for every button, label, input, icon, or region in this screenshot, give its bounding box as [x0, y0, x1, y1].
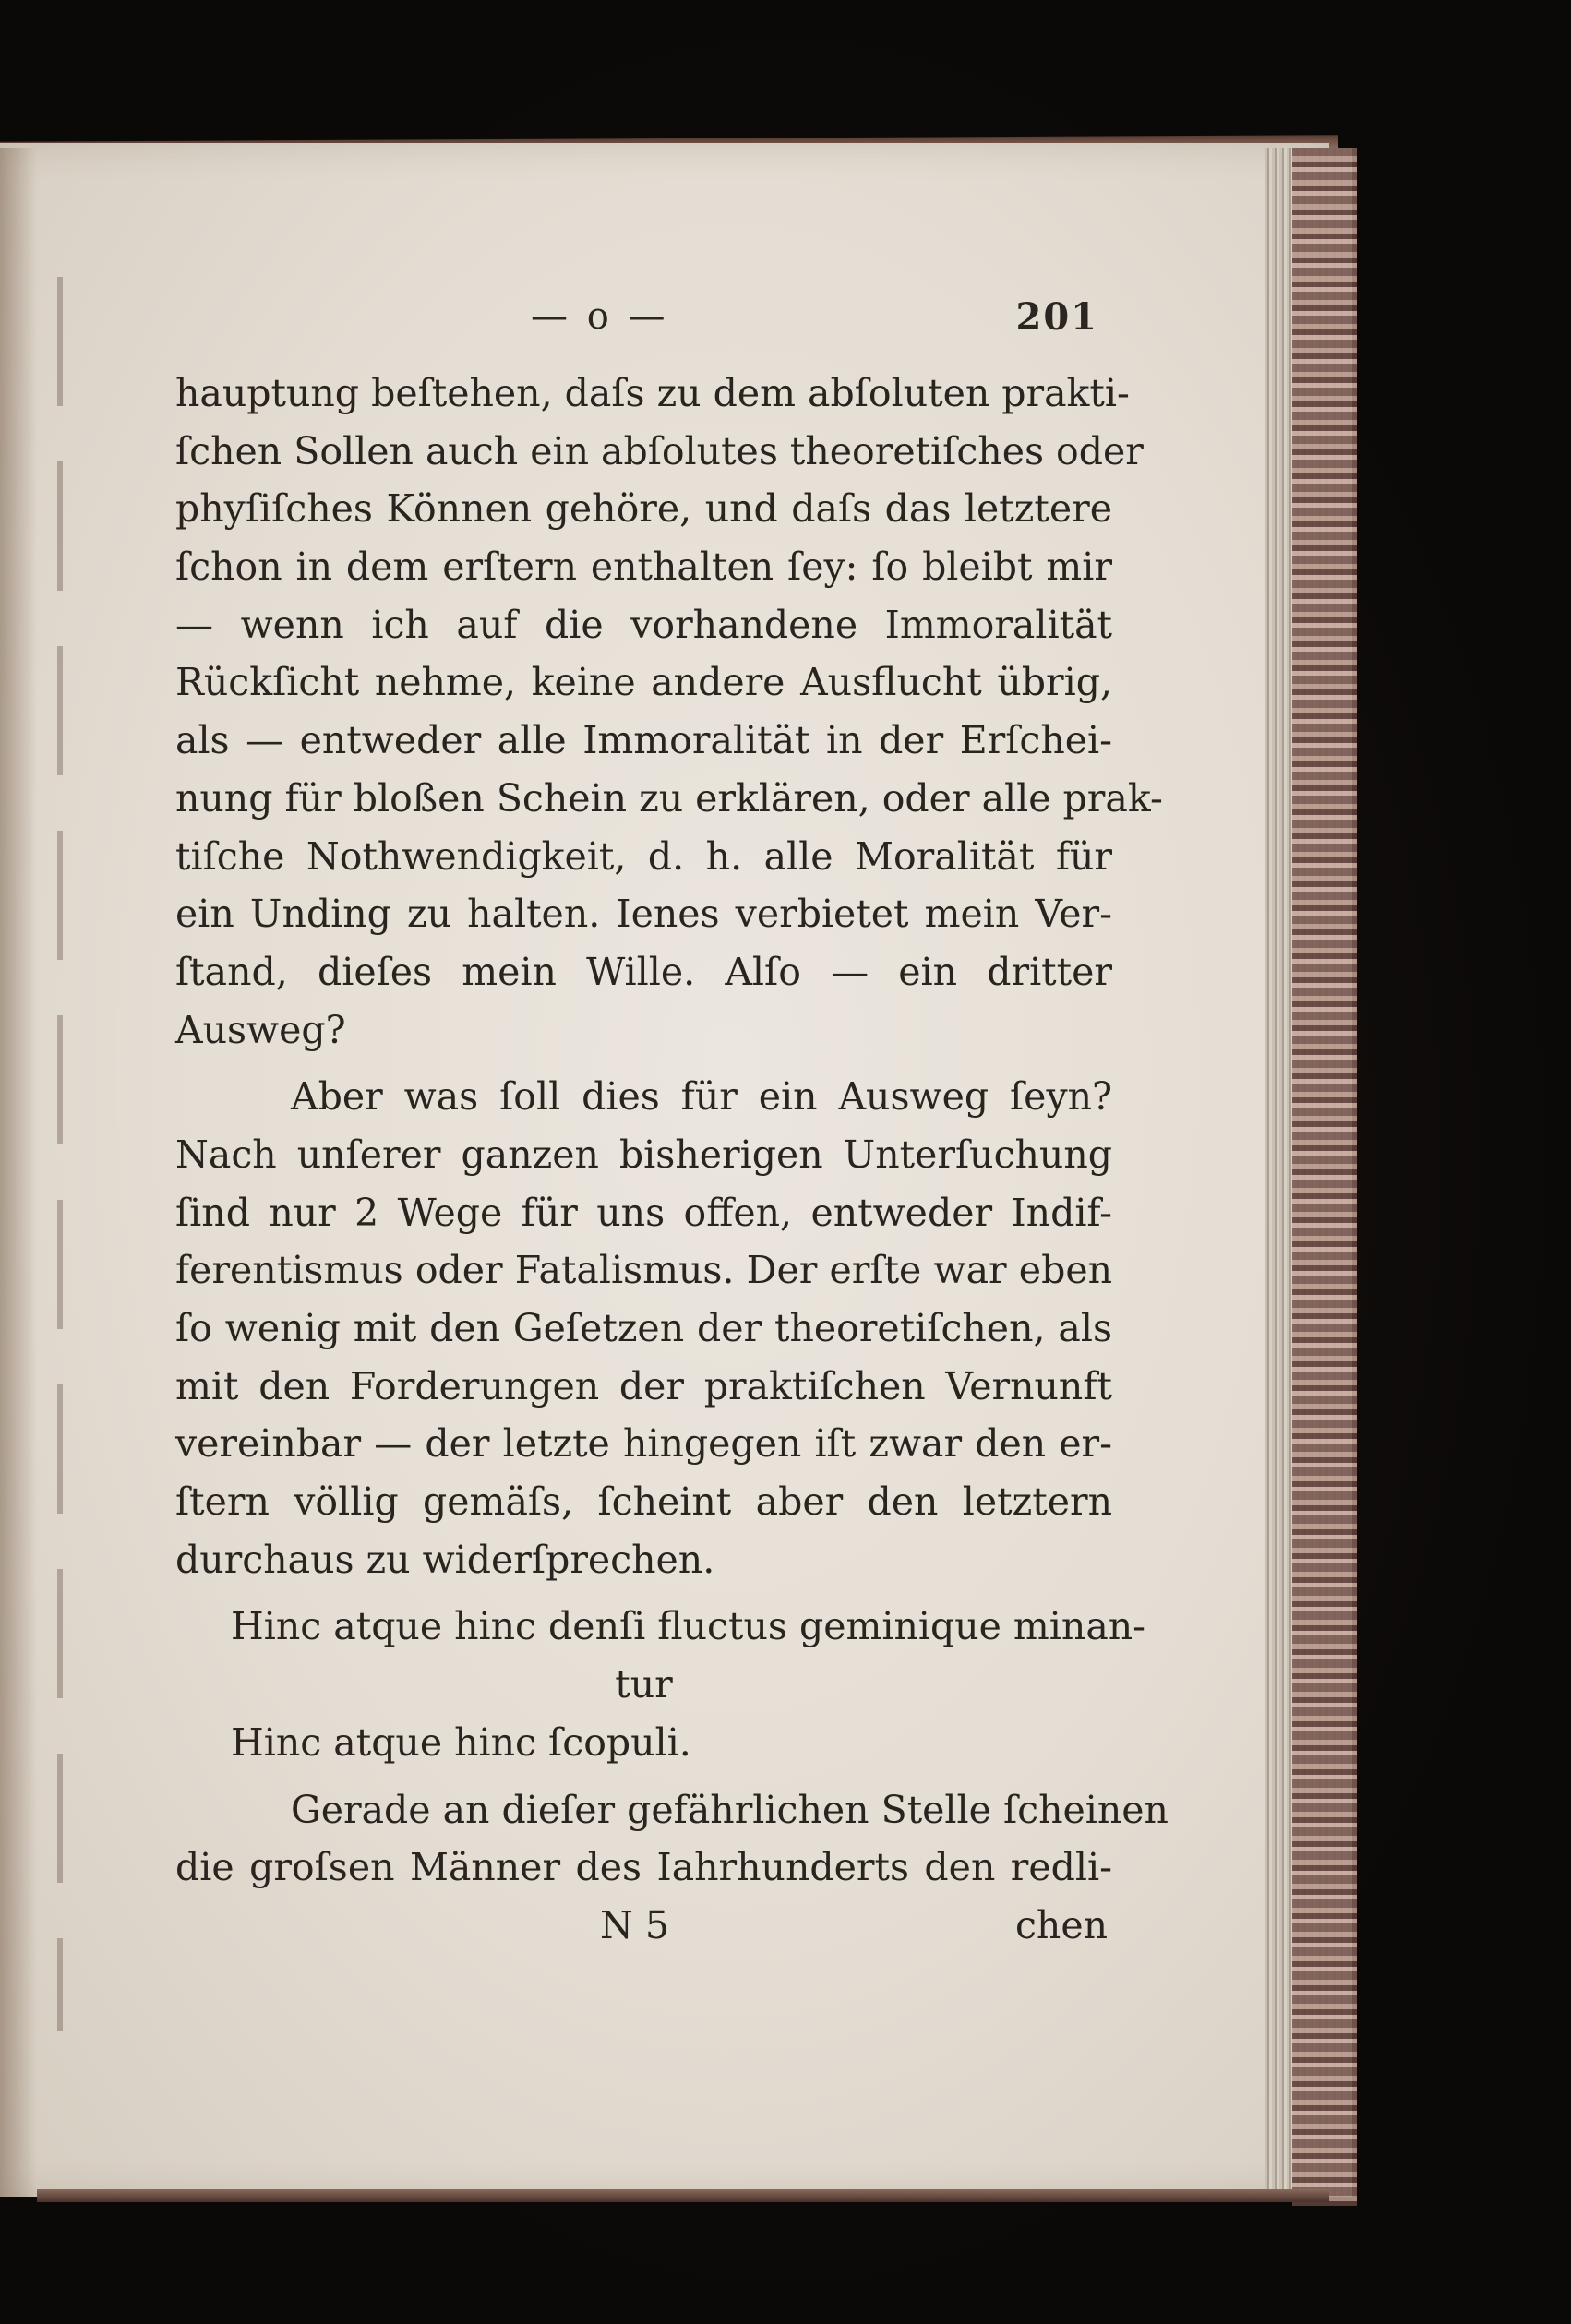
text-line: hauptung beſtehen, daſs zu dem abſoluten prakti- [175, 371, 1130, 415]
text-line: tiſche Nothwendigkeit, d. h. alle Moralität für [175, 833, 1112, 879]
text-line: — wenn ich auf die vorhandene Immoralität [175, 602, 1112, 647]
signature-mark: N 5 [600, 1902, 669, 1947]
book-cover-edge [1292, 148, 1357, 2206]
text-line: ſchon in dem erſtern enthalten ſey: ſo bleibt mir [175, 545, 1112, 590]
text-line: nung für bloßen Schein zu erklären, oder alle prak- [175, 775, 1163, 821]
text-line: phyſiſches Können gehöre, und daſs das letztere [175, 486, 1112, 532]
running-head [175, 295, 1117, 341]
text-line: durchaus zu widerſprechen. [175, 1537, 715, 1582]
head-ornament: — o — [531, 295, 669, 338]
text-line: Rückſicht nehme, keine andere Ausflucht übrig, [175, 660, 1112, 705]
verse-line: Hinc atque hinc denſi fluctus geminique minan- [231, 1604, 1146, 1649]
text-line: ſtand, dieſes mein Wille. Alſo — ein dritter [175, 949, 1112, 994]
text-line: ein Unding zu halten. Ienes verbietet mein Ver- [175, 892, 1112, 937]
text-line: ſchen Sollen auch ein abſolutes theoretiſches oder [175, 428, 1144, 473]
text-line: ſind nur 2 Wege für uns offen, entweder Indif- [175, 1190, 1112, 1235]
text-line: die groſsen Männer des Iahrhunderts den redli- [175, 1845, 1112, 1890]
text-line: ferentismus oder Fatalismus. Der erſte war eben [175, 1248, 1112, 1293]
verse-line: tur [615, 1662, 673, 1707]
text-block [175, 365, 1169, 1955]
text-line: vereinbar — der letzte hingegen iſt zwar den er- [175, 1421, 1112, 1467]
catchword: chen [1014, 1902, 1108, 1947]
text-line: als — entweder alle Immoralität in der Erſchei- [175, 718, 1112, 763]
text-line: ſtern völlig gemäſs, ſcheint aber den letztern [175, 1479, 1112, 1525]
gutter-marks [57, 277, 63, 2031]
text-line: mit den Forderungen der praktiſchen Vernunft [175, 1363, 1112, 1408]
verse-line: Hinc atque hinc ſcopuli. [231, 1719, 691, 1765]
page-number: 201 [1015, 295, 1098, 339]
page-bottom-edge [37, 2189, 1329, 2202]
text-line: Gerade an dieſer gefährlichen Stelle ſcheinen [291, 1787, 1169, 1832]
text-line: Ausweg? [175, 1007, 346, 1052]
text-line: Aber was ſoll dies für ein Ausweg ſeyn? [291, 1074, 1112, 1120]
text-line: Nach unſerer ganzen bisherigen Unterſuchung [175, 1132, 1112, 1177]
text-line: ſo wenig mit den Geſetzen der theoretiſchen, als [175, 1306, 1112, 1350]
page-footer [175, 1897, 1112, 1955]
page-gutter-shadow [0, 148, 37, 2197]
